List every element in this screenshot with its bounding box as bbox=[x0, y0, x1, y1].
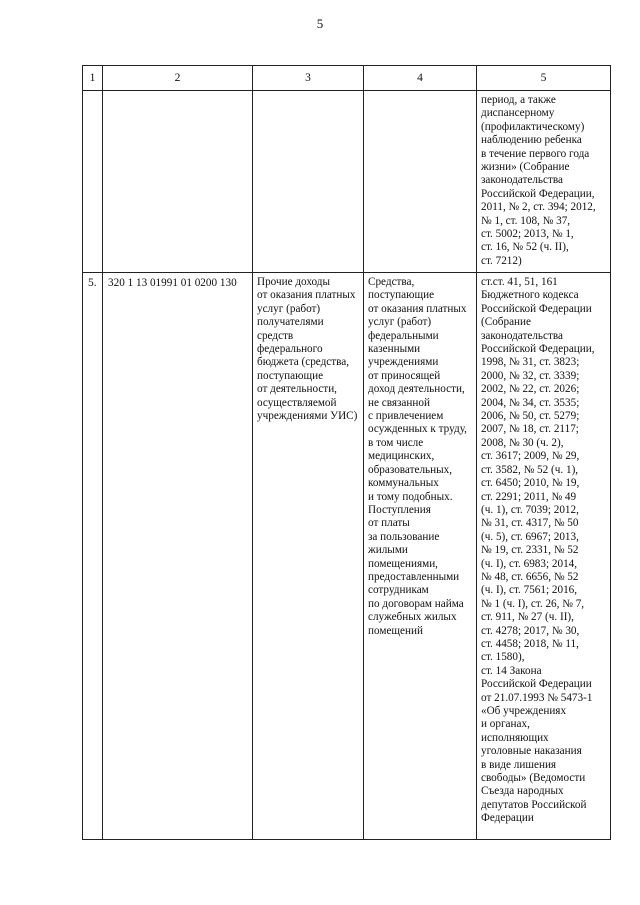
page-number: 5 bbox=[316, 16, 324, 31]
revenue-codes-table bbox=[82, 65, 611, 840]
legal-basis-cell: ст.ст. 41, 51, 161 Бюджетного кодекса Российской Федерации (Собрание законодательства Российской Федерации, 1998, № 31, ст. 3823; 2000, № 32, ст. 3339; 2002, № 22, ст. 2026; 2004, № 34, ст. 3535; 2006, № 50, ст. 5279; 2007, № 18, ст. 2117; 2008, № 30 (ч. 2), ст. 3617; 2009, № 29, ст. 3582, № 52 (ч. 1), ст. 6450; 2010, № 19, ст. 2291; 2011, № 49 (ч. 1), ст. 7039; 2012, № 31, ст. 4317, № 50 (ч. 5), ст. 6967; 2013, № 19, ст. 2331, № 52 (ч. I), ст. 6983; 2014, № 48, ст. 6656, № 52 (ч. I), ст. 7561; 2016, № 1 (ч. I), ст. 26, № 7, ст. 911, № 27 (ч. II), ст. 4278; 2017, № 30, ст. 4458; 2018, № 11, ст. 1580), ст. 14 Закона Российской Федерации от 21.07.1993 № 5473-1 «Об учреждениях и органах, исполняющих уголовные наказания в виде лишения свободы» (Ведомости Съезда народных депутатов Российской Федерации bbox=[477, 273, 611, 840]
revenue-code-cell: 320 1 13 01991 01 0200 130 bbox=[103, 273, 253, 840]
revenue-code-cell bbox=[103, 91, 253, 273]
column-header: 4 bbox=[364, 66, 477, 91]
row-number-cell: 5. bbox=[83, 273, 103, 840]
column-header: 2 bbox=[103, 66, 253, 91]
table-row bbox=[83, 273, 611, 840]
column-header: 3 bbox=[253, 66, 364, 91]
column-header: 1 bbox=[83, 66, 103, 91]
description-cell bbox=[364, 91, 477, 273]
legal-basis-cell: период, а также диспансерному (профилактическому) наблюдению ребенка в течение первого года жизни» (Собрание законодательства Российской Федерации, 2011, № 2, ст. 394; 2012, № 1, ст. 108, № 37, ст. 5002; 2013, № 1, ст. 16, № 52 (ч. II), ст. 7212) bbox=[477, 91, 611, 273]
table-row bbox=[83, 91, 611, 273]
revenue-name-cell bbox=[253, 91, 364, 273]
description-cell: Средства, поступающие от оказания платных услуг (работ) федеральными казенными учреждениями от приносящей доход деятельности, не связанной с привлечением осужденных к труду, в том числе медицинских, образовательных, коммунальных и тому подобных. Поступления от платы за пользование жилыми помещениями, предоставленными сотрудникам по договорам найма служебных жилых помещений bbox=[364, 273, 477, 840]
table-header-row bbox=[83, 66, 611, 91]
revenue-name-cell: Прочие доходы от оказания платных услуг (работ) получателями средств федерального бюджета (средства, поступающие от деятельности, осуществляемой учреждениями УИС) bbox=[253, 273, 364, 840]
column-header: 5 bbox=[477, 66, 611, 91]
row-number-cell bbox=[83, 91, 103, 273]
